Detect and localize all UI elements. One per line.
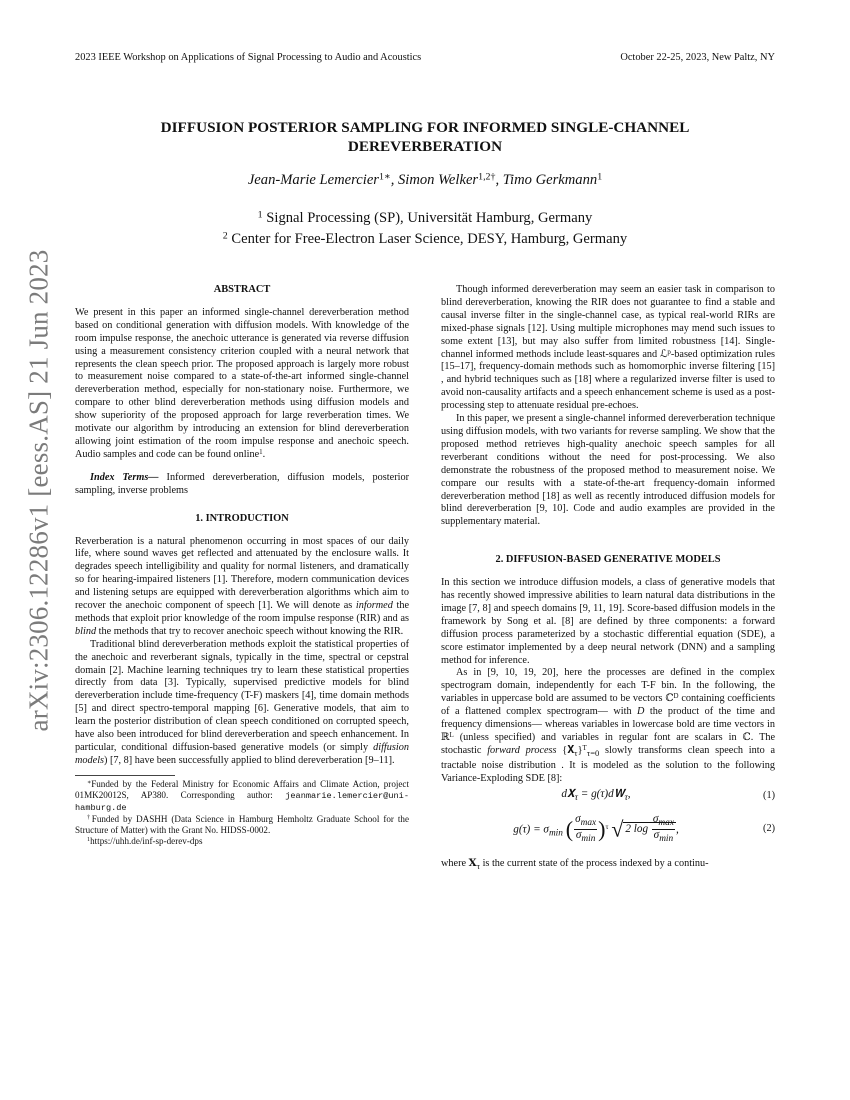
text-run: is the current state of the process indexed by a continu- — [480, 857, 709, 869]
math-term: g(τ) = σ — [513, 823, 549, 836]
math-term: , — [627, 788, 631, 801]
math-paren: ) — [598, 816, 606, 842]
section-2-paragraph-1: In this section we introduce diffusion models, a class of generative models that has recently showed impressive abilities to learn natural data distributions in the image [7, 8] and speech domains [9, 11, 19]. Score-based diffusion models in the framework by Song et al. [8] are defined by three components: a forward diffusion process parameterized by a stochastic differential equation (SDE), a score estimator implemented by a deep neural network (DNN) and a sampling method for inference. — [441, 577, 775, 666]
author-name: Timo Gerkmann — [502, 172, 598, 188]
math-superscript: D — [673, 692, 679, 701]
math-sqrt — [623, 812, 676, 845]
affiliations — [75, 208, 775, 250]
intro-heading: 1. INTRODUCTION — [195, 512, 289, 524]
index-terms-label: Index Terms— — [90, 471, 159, 483]
text-run: the methods that try to recover anechoic speech without knowing the RIR. — [96, 625, 404, 637]
math-subscript: max — [580, 818, 597, 829]
math-fraction — [652, 814, 675, 845]
math-subscript: min — [581, 834, 596, 845]
math-variable: D — [637, 706, 645, 718]
left-column — [75, 284, 409, 847]
math-term: , — [675, 823, 679, 836]
text-run: slowly transforms clean speech into a tractable noise distribution . It is modeled as the solution to the following Variance-Exploding SDE [8]: — [441, 744, 776, 784]
math-superscript: L — [449, 730, 454, 739]
footnote-mark: † — [87, 814, 92, 822]
text-run: the product of the time and frequency dimensions— whereas variables in lowercase bold are time vectors in — [441, 706, 775, 731]
emphasis: blind — [75, 625, 97, 637]
math-superscript: τ — [605, 821, 609, 831]
math-symbol: ℂ — [665, 693, 674, 705]
affiliation — [75, 229, 775, 250]
contribution-paragraph: In this paper, we present a single-channel informed dereverberation technique using diffusion models, with two variants for reverse sampling. We show that the proposed method retrieves high-quality anechoic speech samples for all reverberant conditions without the need for post-processing. We also demonstrate the robustness of the proposed method to measurement noise. We compare our results with a state-of-the-art frequency-domain informed dereverberation method [18] as well as recently introduced diffusion models for blind dereverberation [9, 10]. Code and audio examples are provided in the supplementary material. — [441, 413, 775, 528]
footnote-url-link[interactable]: https://uhh.de/inf-sp-derev-dps — [90, 835, 203, 846]
equation-1-body — [441, 788, 751, 805]
emphasis: diffusion models — [75, 742, 409, 766]
author-email-link[interactable]: jeanmarie.lemercier@uni-hamburg.de — [75, 790, 409, 813]
math-paren: ( — [565, 816, 574, 842]
math-subscript: τ — [574, 747, 578, 758]
section-2-heading: 2. DIFFUSION-BASED GENERATIVE MODELS — [495, 554, 721, 566]
author-list — [75, 172, 775, 189]
math-inline: } — [577, 744, 583, 756]
index-terms-text: Informed dereverberation, diffusion models, posterior sampling, inverse problems — [75, 471, 409, 496]
math-term: σ — [575, 812, 581, 825]
running-header-left: 2023 IEEE Workshop on Applications of Signal Processing to Audio and Acoustics — [75, 52, 422, 63]
affiliation — [75, 208, 775, 229]
math-superscript: T — [582, 743, 587, 752]
footnote-mark: ∗ — [87, 779, 92, 787]
author-name: Jean-Marie Lemercier — [247, 172, 379, 188]
abstract-body: We present in this paper an informed single-channel dereverberation method based on conditional generation with diffusion models. With knowledge of the room impulse response, the anechoic utterance is generated via reverse diffusion using a measurement consistency criterion coupled with a neural network that represents the clean speech prior. The proposed approach is largely more robust to measurement noise compared to a state-of-the-art informed single-channel dereverberation method, especially for non-stationary noise. Furthermore, we compare to other blind dereverberation methods using diffusion models and show superiority of the proposed approach for large reverberation times. We motivate our algorithm by introducing an extension for blind dereverberation allowing joint estimation of the room impulse response and anechoic speech. Audio samples and code can be found online — [75, 306, 409, 460]
index-terms — [75, 472, 409, 498]
intro-paragraph-2 — [75, 639, 409, 768]
running-header-right: October 22-25, 2023, New Paltz, NY — [620, 52, 775, 63]
text-run: containing coefficients of a flattened complex spectrogram— with — [441, 693, 775, 718]
math-subscript: τ — [476, 860, 480, 871]
text-run: Reverberation is a natural phenomenon occurring in most spaces of our daily life, where sound waves get reflected and attenuated by the enclosure walls. It degrades speech intelligibility and quality for normal listeners, and dramatically so for hearing-impaired listeners [1]. Therefore, modern communication devices and listening setups are equipped with dereverberation algorithms which aim to recover the anechoic component of speech [1]. We will denote as — [75, 535, 409, 612]
abstract-heading: ABSTRACT — [213, 284, 271, 295]
math-term: σ — [653, 829, 660, 842]
title-line-1: DIFFUSION POSTERIOR SAMPLING FOR INFORMED SINGLE-CHANNEL — [160, 119, 690, 136]
footnote-3 — [75, 836, 409, 847]
equation-1-number: (1) — [763, 790, 775, 802]
math-subscript: τ — [624, 793, 628, 804]
math-fraction — [574, 814, 597, 845]
author-separator: , — [495, 172, 503, 188]
footnote-2 — [75, 814, 409, 836]
author-marks: 1,2† — [478, 171, 496, 183]
math-inline: {𝐗 — [556, 744, 575, 756]
author-separator: , — [390, 172, 398, 188]
paper-title — [75, 118, 775, 156]
text-run: Though informed dereverberation may seem an easier task in comparison to blind dereverberation, knowing the RIR does not guarantee to find a stable and causal inverse filter in the single-channel case, as typical real-world RIRs are mixed-phase signals [12]. Using multiple microphones may mend such issues to some extent [13], but may also suffer from limited robustness [14]. Single-channel informed methods include least-squares and — [441, 284, 775, 360]
math-term: σ — [652, 812, 659, 825]
footnote-1 — [75, 779, 409, 814]
equation-1 — [441, 786, 775, 808]
informed-methods-paragraph — [441, 284, 775, 413]
math-term: = g(τ)d𝐖 — [577, 788, 625, 801]
author-name: Simon Welker — [397, 172, 479, 188]
abstract-text — [75, 307, 409, 462]
math-subscript: max — [658, 818, 674, 829]
author-marks: 1∗ — [379, 171, 391, 183]
equation-2 — [441, 808, 775, 852]
sqrt-icon: √ — [611, 816, 624, 842]
math-variable: 𝐗 — [468, 857, 477, 869]
intro-paragraph-1 — [75, 536, 409, 639]
text-run: the methods that exploit prior knowledge of the room impulse response (RIR) and as — [75, 600, 409, 624]
equation-2-number: (2) — [763, 823, 775, 835]
footnote-mark: 1 — [87, 836, 91, 844]
equation-2-body — [441, 814, 751, 845]
math-subscript: min — [548, 828, 563, 839]
footnote-rule — [75, 775, 175, 776]
footnote-ref: 1 — [259, 447, 263, 456]
affiliation-text: Center for Free-Electron Laser Science, DESY, Hamburg, Germany — [231, 231, 628, 247]
math-subscript: τ=0 — [586, 747, 600, 758]
math-subscript: min — [659, 834, 674, 845]
footnote-text: Funded by the Federal Ministry for Economic Affairs and Climate Action, project 01MK20012S, AP380. Corresponding author: — [75, 778, 409, 800]
text-run: where — [441, 857, 469, 869]
math-term: d𝐗 — [561, 788, 575, 801]
arxiv-stamp-text: arXiv:2306.12286v1 [eess.AS] 21 Jun 2023 — [23, 249, 54, 731]
text-run: As in [9, 10, 19, 20], here the processes are defined in the complex spectrogram domain, independently for each T-F bin. In the following, the variables in uppercase bold are assumed to be vectors — [441, 667, 775, 705]
math-symbol: ℒ — [659, 348, 668, 360]
abstract-end: . — [262, 448, 266, 460]
emphasis: forward process — [487, 744, 557, 756]
author-marks: 1 — [597, 171, 603, 183]
math-symbol: ℝ — [441, 732, 450, 743]
math-subscript: τ — [574, 793, 578, 804]
math-superscript: p — [667, 347, 671, 356]
math-term: 2 log — [625, 823, 651, 836]
text-run: (unless specified) and variables in regular font are scalars in ℂ. The stochastic — [441, 732, 775, 756]
right-column — [441, 284, 775, 873]
text-run: ) [7, 8] have been successfully applied to blind dereverberation [9–11]. — [104, 754, 395, 766]
title-line-2: DEREVERBERATION — [347, 138, 503, 155]
math-term: σ — [575, 829, 582, 842]
footnote-text: Funded by DASHH (Data Science in Hamburg Hemholtz Graduate School for the Structure of Matter) with the Grant No. HIDSS-0002. — [75, 813, 409, 835]
section-2-paragraph-3 — [441, 858, 775, 873]
affiliation-mark: 2 — [222, 230, 228, 242]
text-run: -based optimization rules [15–17], frequency-domain methods such as homomorphic inverse filtering [15] , and hybrid techniques such as [18] where a regularized inverse filter is used to avoid non-causality artifacts and a speech enhancement scheme is used as a post-processing step to attenuate residual pre-echoes. — [441, 348, 775, 412]
arxiv-stamp — [16, 249, 62, 731]
section-2-paragraph-2 — [441, 667, 775, 785]
emphasis: informed — [355, 600, 393, 612]
affiliation-text: Signal Processing (SP), Universität Hamburg, Germany — [266, 210, 593, 226]
text-run: Traditional blind dereverberation methods exploit the statistical properties of the anechoic and reverberant signals, typically in the time, spectral or cepstral domain [2]. Machine learning techniques try to learn these statistical properties directly from data [3]. Typically, supervised predictive models for blind dereverberation include time-frequency (T-F) maskers [4], time domain methods [5] and direct spectro-temporal mapping [6]. Generative models, that aim to learn the posterior distribution of clean speech conditioned on corrupted speech, have also been introduced for blind dereverberation and speech enhancement. In particular, conditional diffusion-based generative models (or simply — [75, 638, 409, 753]
affiliation-mark: 1 — [257, 209, 263, 221]
